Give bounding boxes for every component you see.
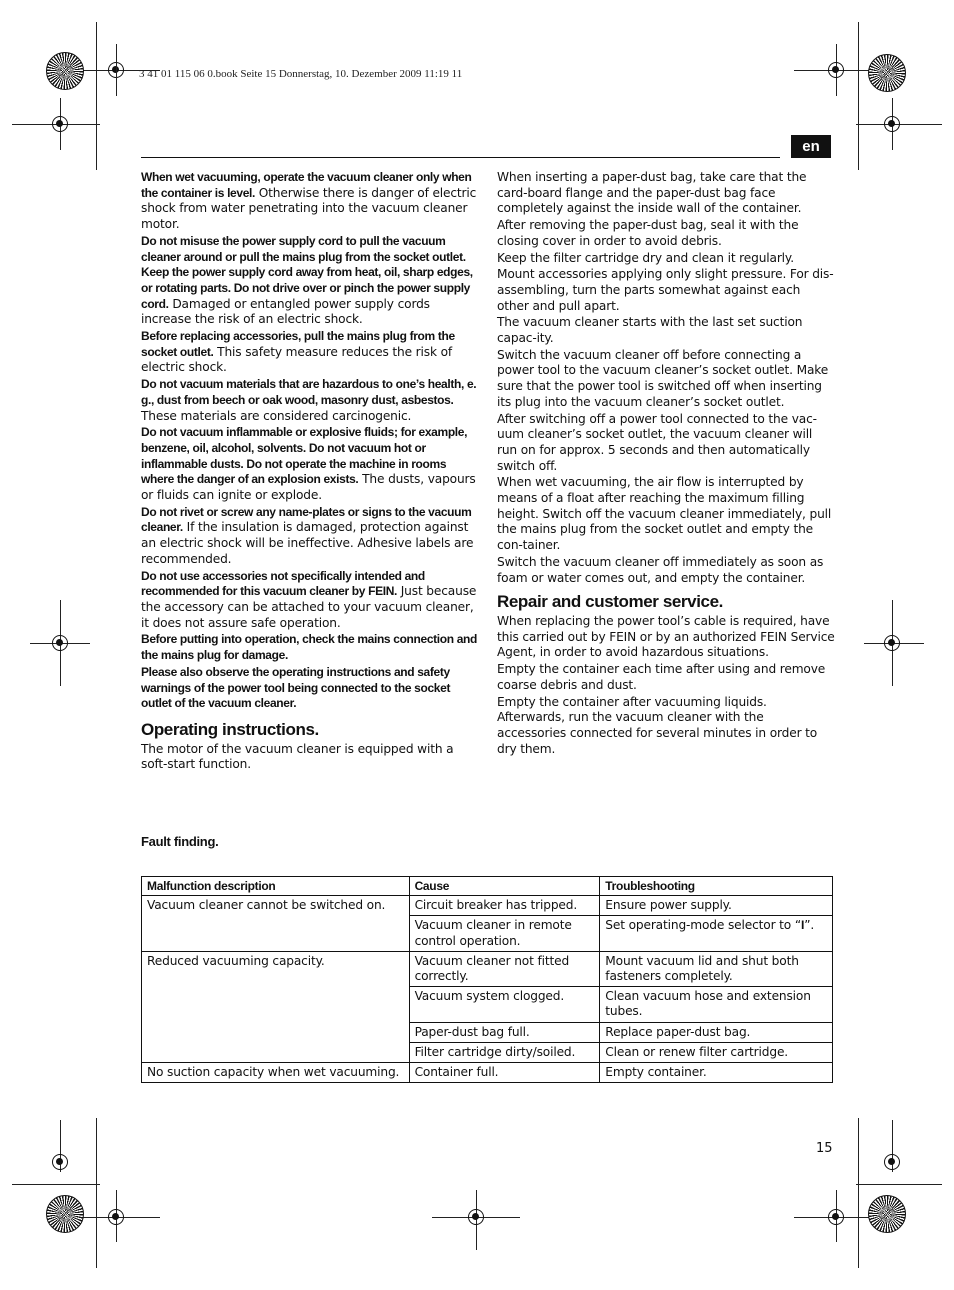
fix-cell: Clean vacuum hose and extension tubes. xyxy=(600,987,833,1022)
registration-mark-icon xyxy=(52,116,68,132)
registration-mark-icon xyxy=(52,635,68,651)
table-row xyxy=(142,1063,833,1083)
registration-mark-icon xyxy=(884,1154,900,1170)
safety-warning xyxy=(141,632,479,663)
operating-text: The motor of the vacuum cleaner is equipped with a soft-start function. xyxy=(141,741,454,772)
repair-paragraph: Empty the container after vacuuming liquids. Afterwards, run the vacuum cleaner with the accessories connected for several minutes in order to dry them. xyxy=(497,694,818,756)
handling-paragraph: After removing the paper-dust bag, seal it with the closing cover in order to avoid debris. xyxy=(497,218,799,248)
operating-instructions-heading: Operating instructions. xyxy=(141,719,319,739)
handling-paragraph: When wet vacuuming, the air flow is interrupted by means of a float after reaching the maximum filling height. Switch off the vacuum cleaner immediately, pull the mains plug from the socket outlet and empty the con-tainer. xyxy=(497,475,832,553)
handling-paragraphs xyxy=(497,170,835,586)
malfunction-cell: Vacuum cleaner cannot be switched on. xyxy=(142,896,410,952)
safety-warning xyxy=(141,569,479,632)
repair-paragraph: Empty the container each time after using and remove coarse debris and dust. xyxy=(497,662,826,692)
warning-text: These materials are considered carcinogenic. xyxy=(141,408,412,423)
handling-paragraph: Switch the vacuum cleaner off before connecting a power tool to the vacuum cleaner’s socket outlet. Make sure that the power tool is switched off when inserting its plug into the vacuum cleaner’s socket outlet. xyxy=(497,347,829,409)
malfunction-cell: No suction capacity when wet vacuuming. xyxy=(142,1063,410,1083)
warning-bold-text: Do not vacuum inflammable or explosive fluids; for example, benzene, oil, alcohol, solvents. Do not vacuum hot or inflammable dusts. Do not operate the machine in rooms where the danger of an explosion exists. xyxy=(141,425,468,487)
fix-prefix: Set operating-mode selector to “ xyxy=(605,918,801,933)
safety-warning xyxy=(141,234,479,328)
handling-paragraph: When inserting a paper-dust bag, take care that the card-board flange and the paper-dust bag face completely against the inside wall of the container. xyxy=(497,170,807,216)
warning-text: Damaged or entangled power supply cords increase the risk of an electric shock. xyxy=(141,296,430,327)
cause-cell: Vacuum system clogged. xyxy=(409,987,600,1022)
handling-paragraph: Mount accessories applying only slight pressure. For dis-assembling, turn the parts somewhat against each other and pull apart. xyxy=(497,267,834,313)
registration-mark-icon xyxy=(108,1209,124,1225)
safety-warning xyxy=(141,377,479,424)
cause-cell: Container full. xyxy=(409,1063,600,1083)
safety-warning xyxy=(141,505,479,568)
warning-text: Otherwise there is danger of electric shock from water penetrating into the vacuum cleaner motor. xyxy=(141,185,477,232)
fix-cell: Clean or renew filter cartridge. xyxy=(600,1042,833,1062)
cause-cell: Vacuum cleaner not fitted correctly. xyxy=(409,951,600,986)
registration-mark-icon xyxy=(468,1209,484,1225)
handling-paragraph: After switching off a power tool connected to the vac-uum cleaner’s socket outlet, the vacuum cleaner will run on for approx. 5 seconds and then automatically switch off. xyxy=(497,411,817,473)
color-target-icon xyxy=(46,52,84,90)
page-number: 15 xyxy=(816,1141,833,1156)
warning-bold-text: Please also observe the operating instructions and safety warnings of the power tool being connected to the socket outlet of the vacuum cleaner. xyxy=(141,664,451,711)
cause-cell: Filter cartridge dirty/soiled. xyxy=(409,1042,600,1062)
fix-cell: Empty container. xyxy=(600,1063,833,1083)
warning-bold-text: When wet vacuuming, operate the vacuum cleaner only when the container is level. xyxy=(141,170,472,200)
cause-cell: Circuit breaker has tripped. xyxy=(409,896,600,916)
safety-warning xyxy=(141,329,479,376)
safety-warning xyxy=(141,665,479,712)
registration-mark-icon xyxy=(52,1154,68,1170)
fix-cell: Replace paper-dust bag. xyxy=(600,1022,833,1042)
table-row xyxy=(142,896,833,916)
safety-warning xyxy=(141,170,479,233)
cause-cell: Vacuum cleaner in remote control operation. xyxy=(409,916,600,951)
registration-mark-icon xyxy=(884,116,900,132)
warning-bold-text: Before putting into operation, check the mains connection and the mains plug for damage. xyxy=(141,632,478,663)
table-header-row xyxy=(142,877,833,896)
safety-warnings xyxy=(141,170,479,712)
column-header-troubleshooting: Troubleshooting xyxy=(600,877,833,896)
warning-bold-text: Before replacing accessories, pull the mains plug from the socket outlet. xyxy=(141,329,455,359)
warning-text: This safety measure reduces the risk of electric shock. xyxy=(141,344,453,375)
file-info-line: 3 41 01 115 06 0.book Seite 15 Donnerstag, 10. Dezember 2009 11:19 11 xyxy=(139,68,463,80)
fault-finding-table xyxy=(141,876,833,1083)
mode-symbol: I xyxy=(801,918,805,933)
fix-cell: Ensure power supply. xyxy=(600,896,833,916)
fault-finding-title: Fault finding. xyxy=(141,834,219,849)
handling-paragraph: Keep the filter cartridge dry and clean it regularly. xyxy=(497,250,794,265)
warning-bold-text: Do not vacuum materials that are hazardous to one’s health, e. g., dust from beech or oak wood, masonry dust, asbestos. xyxy=(141,377,477,407)
fix-suffix: ”. xyxy=(804,918,815,933)
safety-warning xyxy=(141,425,479,504)
cause-cell: Paper-dust bag full. xyxy=(409,1022,600,1042)
left-column xyxy=(141,170,479,774)
warning-text: The dusts, vapours or fluids can ignite or explode. xyxy=(141,472,476,503)
right-column xyxy=(497,170,835,758)
warning-text: Just because the accessory can be attached to your vacuum cleaner, it does not assure safe operation. xyxy=(141,584,477,630)
fix-cell: Mount vacuum lid and shut both fasteners completely. xyxy=(600,951,833,986)
warning-bold-text: Do not use accessories not specifically intended and recommended for this vacuum cleaner by FEIN. xyxy=(141,568,425,599)
header-rule xyxy=(141,157,780,158)
color-target-icon xyxy=(46,1195,84,1233)
handling-paragraph: The vacuum cleaner starts with the last set suction capac-ity. xyxy=(497,315,803,346)
warning-bold-text: Do not rivet or screw any name-plates or signs to the vacuum cleaner. xyxy=(141,504,472,535)
handling-paragraph: Switch the vacuum cleaner off immediately as soon as foam or water comes out, and empty the container. xyxy=(497,554,824,585)
language-tab: en xyxy=(791,135,831,158)
table-row xyxy=(142,951,833,986)
repair-heading: Repair and customer service. xyxy=(497,592,723,612)
column-header-malfunction: Malfunction description xyxy=(142,877,410,896)
registration-mark-icon xyxy=(884,635,900,651)
warning-text: If the insulation is damaged, protection against an electric shock will be ineffective. Adhesive labels are recommended. xyxy=(141,520,474,566)
repair-paragraphs xyxy=(497,614,835,757)
color-target-icon xyxy=(868,54,906,92)
registration-mark-icon xyxy=(828,1209,844,1225)
warning-bold-text: Do not misuse the power supply cord to pull the vacuum cleaner around or pull the mains plug from the socket outlet. Keep the power supply cord away from heat, oil, sharp edges, or rotating parts. Do not drive over or pinch the power supply cord. xyxy=(141,233,473,311)
repair-paragraph: When replacing the power tool’s cable is required, have this carried out by FEIN or by an authorized FEIN Service Agent, in order to avoid hazardous situations. xyxy=(497,613,835,660)
malfunction-cell: Reduced vacuuming capacity. xyxy=(142,951,410,1062)
registration-mark-icon xyxy=(828,62,844,78)
column-header-cause: Cause xyxy=(409,877,600,896)
fix-cell xyxy=(600,916,833,951)
color-target-icon xyxy=(868,1195,906,1233)
